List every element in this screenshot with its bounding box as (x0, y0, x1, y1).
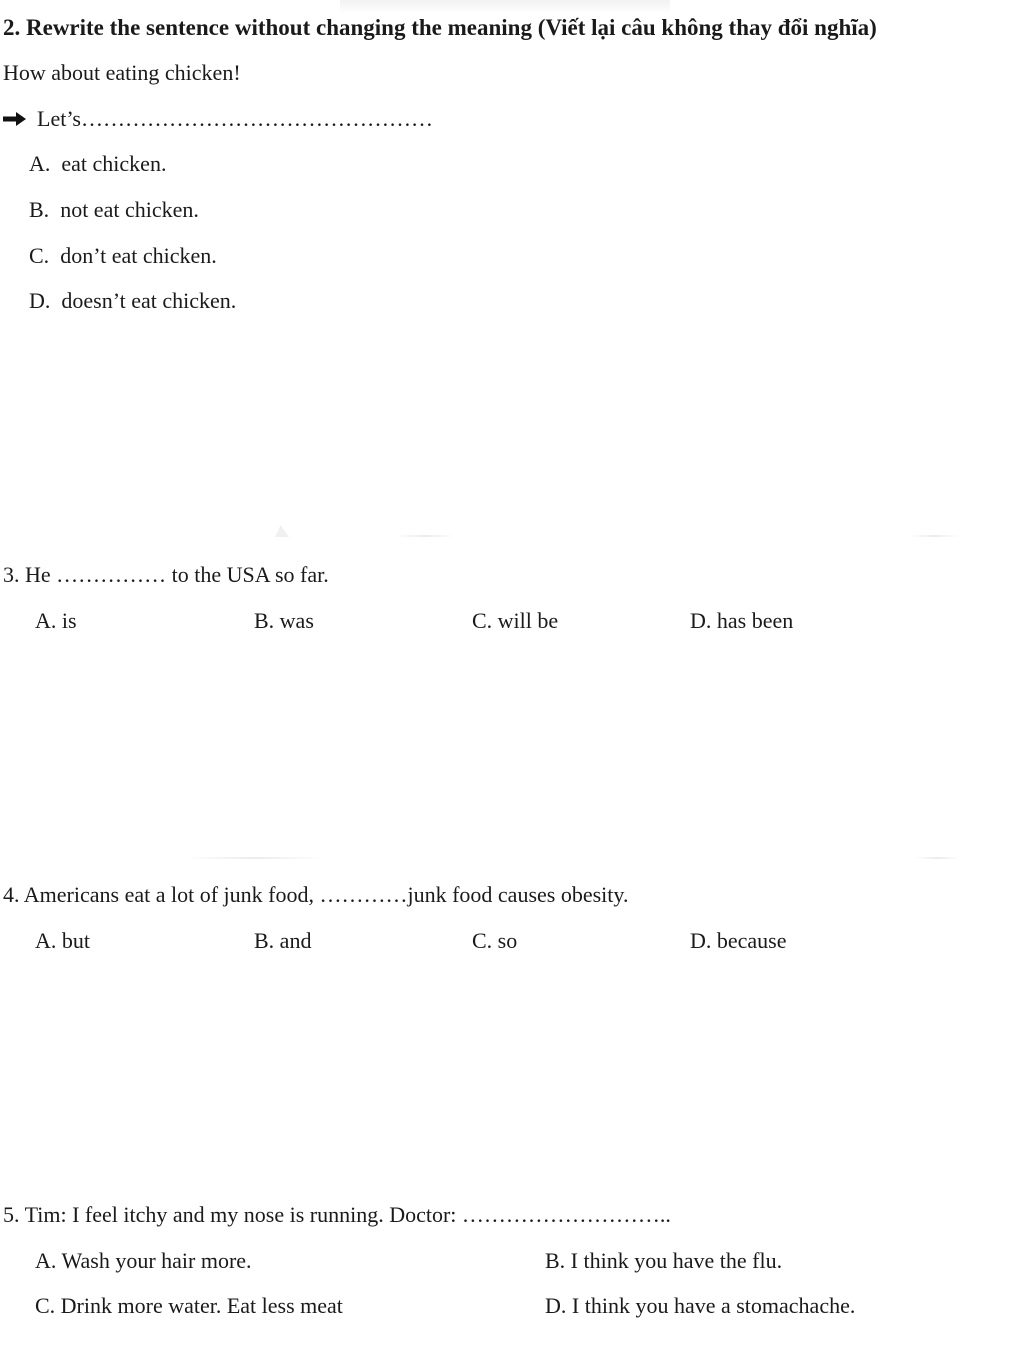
option-text: doesn’t eat chicken. (61, 288, 237, 313)
option-letter: B. (29, 197, 50, 222)
question-3-stem: 3. He …………… to the USA so far. (3, 562, 329, 587)
question-3-option-c[interactable]: C. will be (472, 608, 559, 633)
option-text: don’t eat chicken. (60, 243, 217, 268)
question-3-option-b[interactable]: B. was (254, 608, 314, 633)
question-5-option-d[interactable]: D. I think you have a stomachache. (545, 1293, 856, 1318)
question-4-option-d[interactable]: D. because (690, 928, 787, 953)
option-letter: D. (29, 288, 51, 313)
question-2-option-a[interactable] (29, 153, 166, 175)
question-5-stem: 5. Tim: I feel itchy and my nose is running. Doctor: ……………………….. (3, 1202, 671, 1227)
scan-artifact (185, 857, 325, 859)
question-2-answer-line (3, 108, 433, 130)
scan-artifact (395, 535, 455, 537)
question-3-option-d[interactable]: D. has been (690, 608, 794, 633)
scan-shadow (340, 0, 670, 14)
option-letter: A. (29, 151, 51, 176)
scan-artifact (915, 857, 960, 859)
question-2-option-c[interactable] (29, 245, 217, 267)
question-3-option-a[interactable]: A. is (35, 608, 77, 633)
question-2-prompt: How about eating chicken! (3, 60, 241, 85)
arrow-right-icon (3, 111, 27, 127)
question-5-option-c[interactable]: C. Drink more water. Eat less meat (35, 1293, 343, 1318)
question-4-stem: 4. Americans eat a lot of junk food, …………junk food causes obesity. (3, 882, 629, 907)
question-5-option-a[interactable]: A. Wash your hair more. (35, 1248, 252, 1273)
option-text: eat chicken. (61, 151, 167, 176)
scan-artifact (275, 525, 289, 537)
question-4-option-b[interactable]: B. and (254, 928, 312, 953)
question-2-option-d[interactable] (29, 290, 236, 312)
question-2-header: 2. Rewrite the sentence without changing the meaning (Viết lại câu không thay đổi nghĩa) (3, 15, 877, 40)
question-4-option-c[interactable]: C. so (472, 928, 518, 953)
option-letter: C. (29, 243, 50, 268)
option-text: not eat chicken. (60, 197, 199, 222)
scan-artifact (910, 535, 960, 537)
answer-stub: Let’s………………………………………… (37, 106, 433, 131)
question-2-option-b[interactable] (29, 199, 199, 221)
question-4-option-a[interactable]: A. but (35, 928, 90, 953)
question-5-option-b[interactable]: B. I think you have the flu. (545, 1248, 783, 1273)
